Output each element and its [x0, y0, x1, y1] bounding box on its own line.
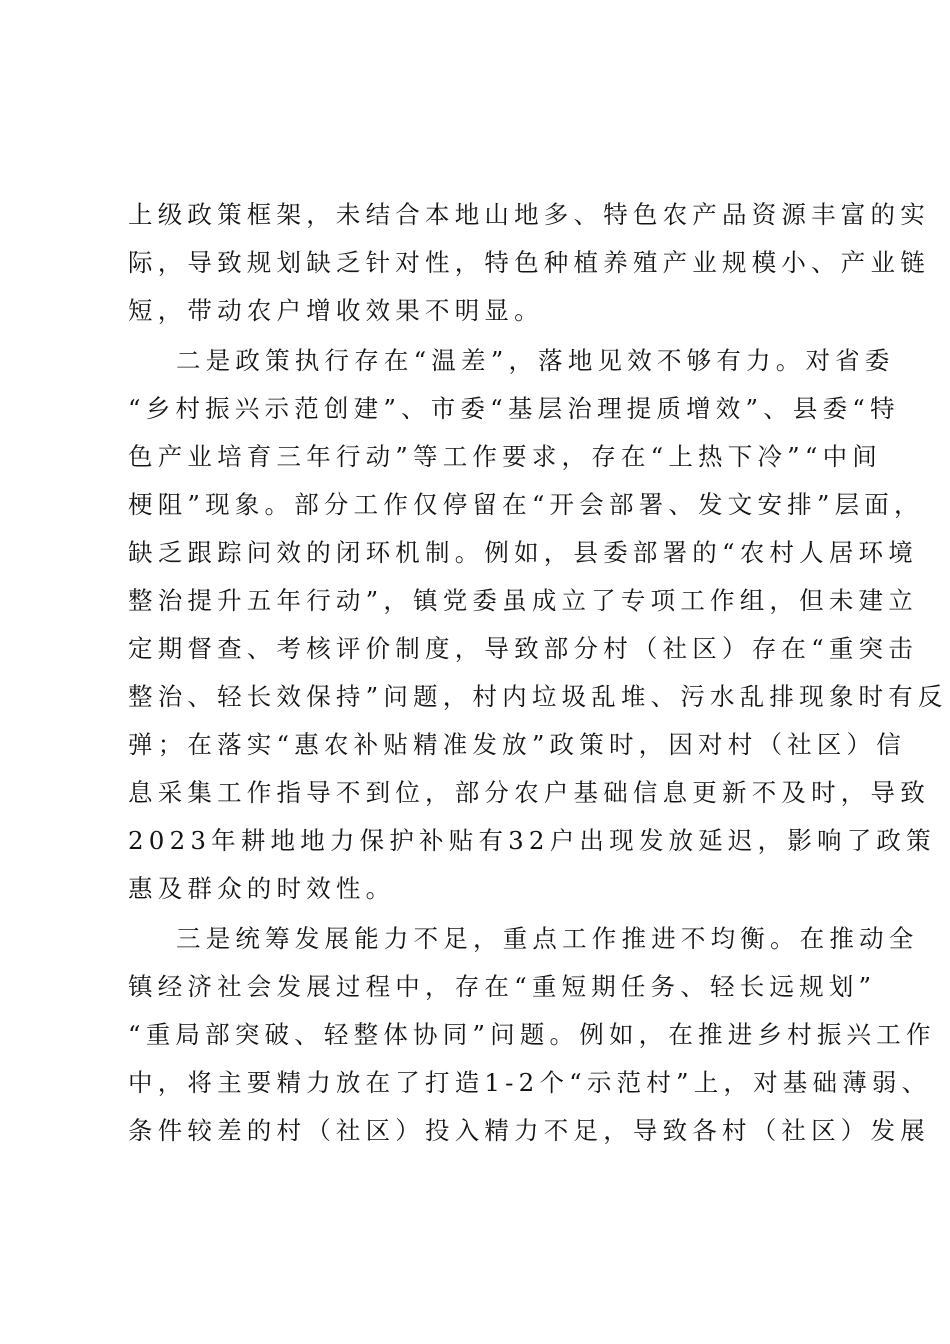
- text-line: 2023年耕地地力保护补贴有32户出现发放延迟，影响了政策: [128, 826, 936, 855]
- text-line: 缺乏跟踪问效的闭环机制。例如，县委部署的“农村人居环境: [128, 538, 918, 567]
- text-line: “重局部突破、轻整体协同”问题。例如，在推进乡村振兴工作: [128, 1020, 936, 1049]
- text-line: 条件较差的村（社区）投入精力不足，导致各村（社区）发展: [128, 1116, 930, 1145]
- text-line: 惠及群众的时效性。: [128, 874, 396, 903]
- text-line: 整治提升五年行动”，镇党委虽成立了专项工作组，但未建立: [128, 586, 918, 615]
- text-line: 色产业培育三年行动”等工作要求，存在“上热下冷”“中间: [128, 442, 882, 471]
- text-line: 整治、轻长效保持”问题，村内垃圾乱堆、污水乱排现象时有反: [128, 682, 948, 711]
- text-line: 梗阻”现象。部分工作仅停留在“开会部署、发文安排”层面，: [128, 490, 924, 519]
- text-line: 短，带动农户增收效果不明显。: [128, 296, 544, 325]
- text-line: 弹；在落实“惠农补贴精准发放”政策时，因对村（社区）信: [128, 730, 906, 759]
- text-line: 中，将主要精力放在了打造1-2个“示范村”上，对基础薄弱、: [128, 1068, 932, 1097]
- text-line: 定期督查、考核评价制度，导致部分村（社区）存在“重突击: [128, 634, 918, 663]
- text-line: “乡村振兴示范创建”、市委“基层治理提质增效”、县委“特: [128, 394, 900, 423]
- paragraph-first-line: 三是统筹发展能力不足，重点工作推进不均衡。在推动全: [176, 924, 919, 953]
- text-line: 镇经济社会发展过程中，存在“重短期任务、轻长远规划”: [128, 972, 877, 1001]
- paragraph-first-line: 二是政策执行存在“温差”，落地见效不够有力。对省委: [176, 346, 895, 375]
- text-line: 际，导致规划缺乏针对性，特色种植养殖产业规模小、产业链: [128, 248, 930, 277]
- text-line: 上级政策框架，未结合本地山地多、特色农产品资源丰富的实: [128, 200, 930, 229]
- text-line: 息采集工作指导不到位，部分农户基础信息更新不及时，导致: [128, 778, 930, 807]
